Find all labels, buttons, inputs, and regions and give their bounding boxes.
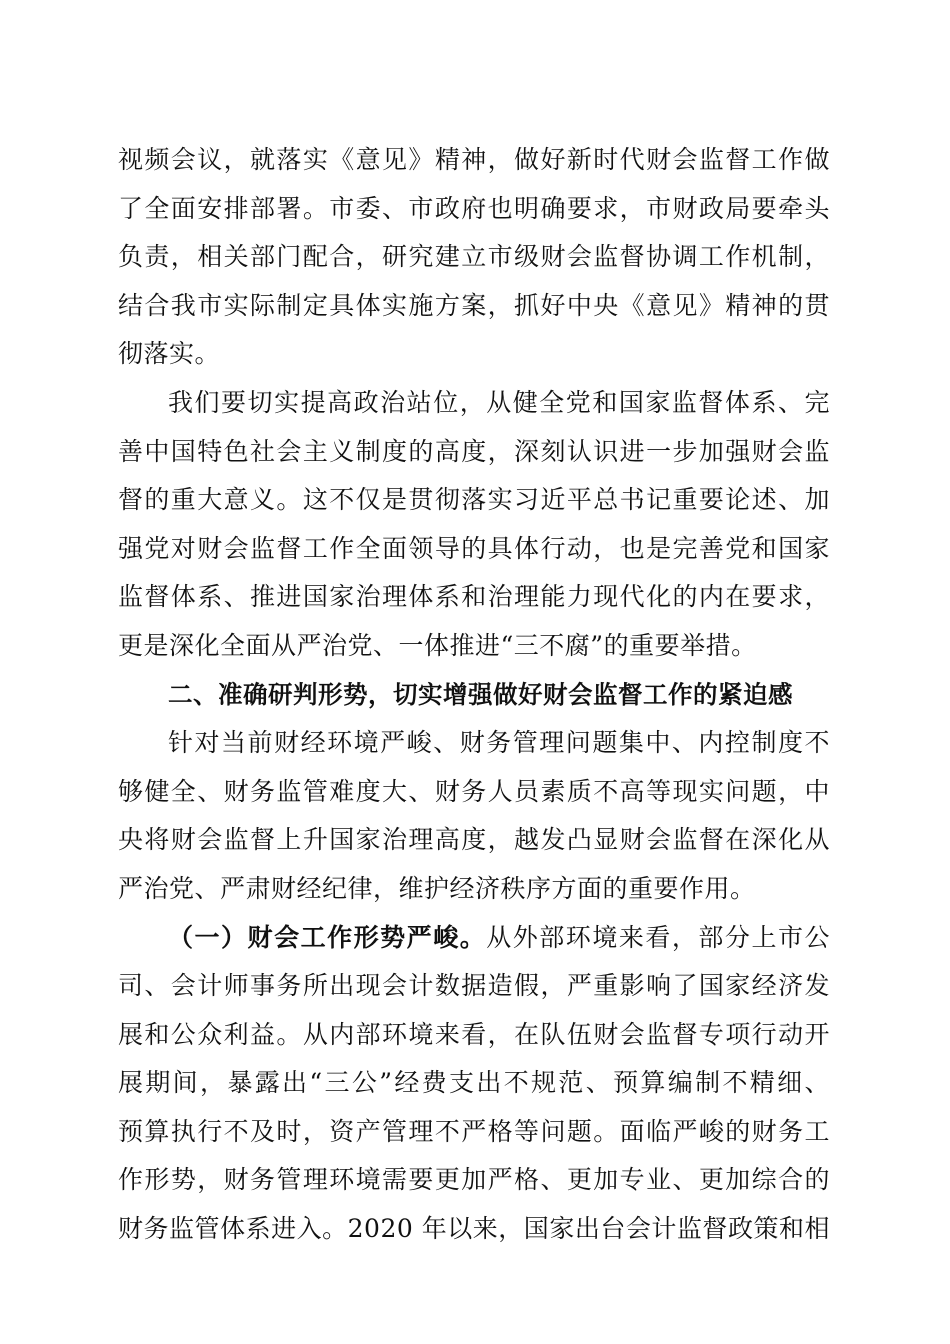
paragraph-3: [118, 719, 830, 913]
subheading-lead: （一）财会工作形势严峻。: [168, 922, 487, 952]
text-line: [118, 914, 830, 963]
text-line: 督的重大意义。这不仅是贯彻落实习近平总书记重要论述、加: [118, 485, 830, 515]
paragraph-2: [118, 379, 830, 671]
text-line: 展和公众利益。从内部环境来看，在队伍财会监督专项行动开: [118, 1019, 830, 1049]
text-line: 财务监管体系进入。2020 年以来，国家出台会计监督政策和相: [118, 1214, 830, 1244]
text-line: 针对当前财经环境严峻、财务管理问题集中、内控制度不: [168, 728, 830, 758]
text-line: 结合我市实际制定具体实施方案，抓好中央《意见》精神的贯: [118, 290, 830, 320]
text-line: 我们要切实提高政治站位，从健全党和国家监督体系、完: [168, 387, 830, 417]
text-line: 善中国特色社会主义制度的高度，深刻认识进一步加强财会监: [118, 436, 830, 466]
text-line: 了全面安排部署。市委、市政府也明确要求，市财政局要牵头: [118, 193, 830, 223]
text-line: 视频会议，就落实《意见》精神，做好新时代财会监督工作做: [118, 145, 830, 174]
text-line: 监督体系、推进国家治理体系和治理能力现代化的内在要求，: [118, 582, 830, 612]
text-line: 预算执行不及时，资产管理不严格等问题。面临严峻的财务工: [118, 1116, 830, 1146]
document-page: [118, 136, 830, 1254]
text-line: 作形势，财务管理环境需要更加严格、更加专业、更加综合的: [118, 1165, 830, 1195]
text-line: 更是深化全面从严治党、一体推进“三不腐”的重要举措。: [118, 630, 757, 660]
text-line: 强党对财会监督工作全面领导的具体行动，也是完善党和国家: [118, 533, 830, 563]
text-line: 央将财会监督上升国家治理高度，越发凸显财会监督在深化从: [118, 825, 830, 855]
text-line: 彻落实。: [118, 339, 221, 369]
text-line: 展期间，暴露出“三公”经费支出不规范、预算编制不精细、: [118, 1068, 830, 1098]
text-span: 从外部环境来看，部分上市公: [486, 922, 830, 952]
text-line: 严治党、严肃财经纪律，维护经济秩序方面的重要作用。: [118, 873, 756, 903]
paragraph-4: [118, 914, 830, 1254]
paragraph-1: [118, 136, 830, 379]
text-line: 够健全、财务监管难度大、财务人员素质不高等现实问题，中: [118, 776, 830, 806]
text-line: 负责，相关部门配合，研究建立市级财会监督协调工作机制，: [118, 242, 830, 272]
section-heading: 二、准确研判形势，切实增强做好财会监督工作的紧迫感: [168, 679, 793, 709]
text-line: 司、会计师事务所出现会计数据造假，严重影响了国家经济发: [118, 971, 830, 1001]
